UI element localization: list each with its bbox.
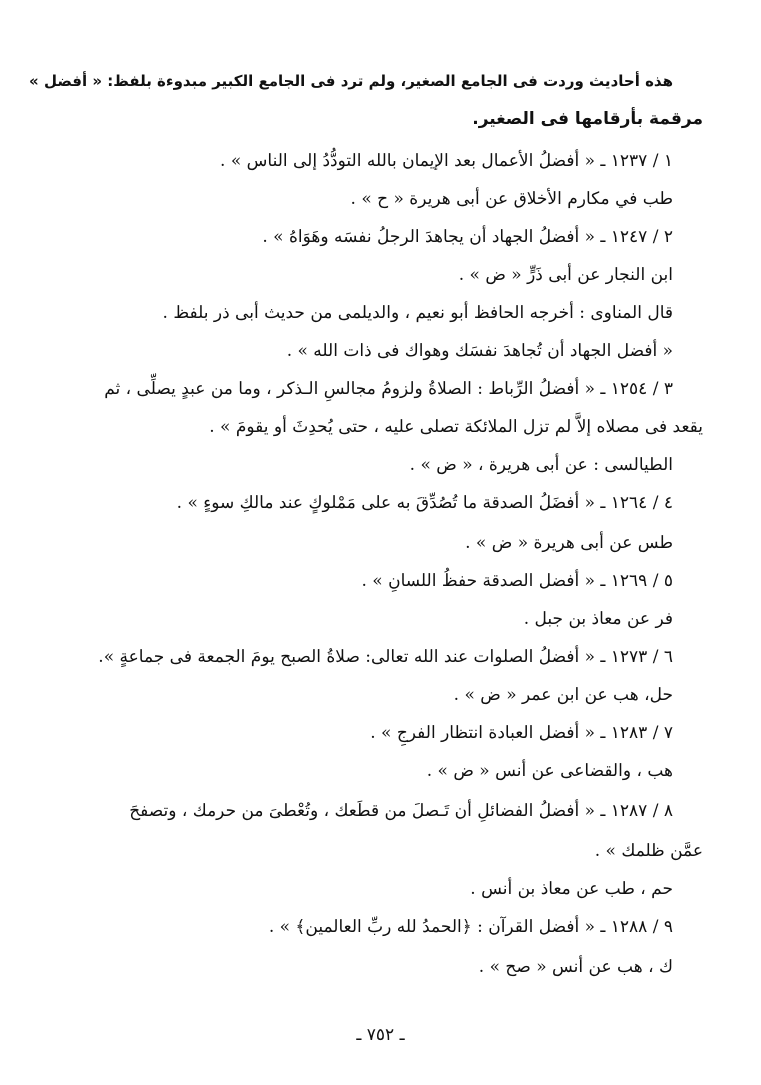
hadith-9-source: ك ، هب عن أنس « صح » . [478,957,673,977]
hadith-5-source: فر عن معاذ بن جبل . [523,609,673,629]
hadith-3-text-1: ٣ / ١٢٥٤ ـ « أفضلُ الرِّباط : الصلاةُ ولزومُ مجالسِ الـذكر ، وما من عبدٍ يصلِّى ، ثم [104,379,673,399]
heading-line-2: مرقمة بأرقامها فى الصغير. [472,109,703,129]
hadith-8-text-1: ٨ / ١٢٨٧ ـ « أفضلُ الفضائلِ أن تَـصلَ من قطَعك ، وتُعْطىَ من حرمك ، وتصفحَ [129,801,673,821]
hadith-5-text: ٥ / ١٢٦٩ ـ « أفضل الصدقة حفظُ اللسانِ » . [361,571,673,591]
hadith-2-source: ابن النجار عن أبى ذَرٍّ « ض » . [458,265,673,285]
hadith-2-text: ٢ / ١٢٤٧ ـ « أفضلُ الجهاد أن يجاهدَ الرجلُ نفسَه وهَوَاهُ » . [262,227,673,247]
hadith-8-source: حم ، طب عن معاذ بن أنس . [470,879,673,899]
hadith-4-text: ٤ / ١٢٦٤ ـ « أفضَلُ الصدقة ما تُصُدِّقَ به على مَمْلوكٍ عند مالكِ سوءٍ » . [176,493,673,513]
hadith-6-text: ٦ / ١٢٧٣ ـ « أفضلُ الصلوات عند الله تعالى: صلاةُ الصبح يومَ الجمعة فى جماعةٍ ». [98,647,673,667]
page-number: ـ ٧٥٢ ـ [356,1025,405,1045]
hadith-2-commentary-2: « أفضل الجهاد أن تُجاهدَ نفسَك وهواك فى ذات الله » . [286,341,673,361]
hadith-2-commentary-1: قال المناوى : أخرجه الحافظ أبو نعيم ، والديلمى من حديث أبى ذر بلفظ . [162,303,673,323]
hadith-3-text-2: يقعد فى مصلاه إلاَّ لم تزل الملائكة تصلى عليه ، حتى يُحدِثَ أو يقومَ » . [209,417,703,437]
hadith-9-text: ٩ / ١٢٨٨ ـ « أفضل القرآن : ﴿الحمدُ لله ربِّ العالمين﴾ » . [268,917,673,937]
hadith-4-source: طس عن أبى هريرة « ض » . [465,533,673,553]
hadith-1-text: ١ / ١٢٣٧ ـ « أفضلُ الأعمال بعد الإيمان بالله التودُّدُ إلى الناس » . [220,151,673,171]
hadith-6-source: حل، هب عن ابن عمر « ض » . [453,685,673,705]
hadith-1-source: طب في مكارم الأخلاق عن أبى هريرة « ح » . [350,189,673,209]
hadith-7-text: ٧ / ١٢٨٣ ـ « أفضل العبادة انتظار الفرجِ » . [370,723,673,743]
hadith-8-text-2: عمَّن ظلمك » . [594,841,703,861]
hadith-7-source: هب ، والقضاعى عن أنس « ض » . [426,761,673,781]
heading-line-1: هذه أحاديث وردت فى الجامع الصغير، ولم ترد فى الجامع الكبير مبدوءة بلفظ: « أفضل » [29,72,673,90]
hadith-3-source: الطيالسى : عن أبى هريرة ، « ض » . [409,455,673,475]
